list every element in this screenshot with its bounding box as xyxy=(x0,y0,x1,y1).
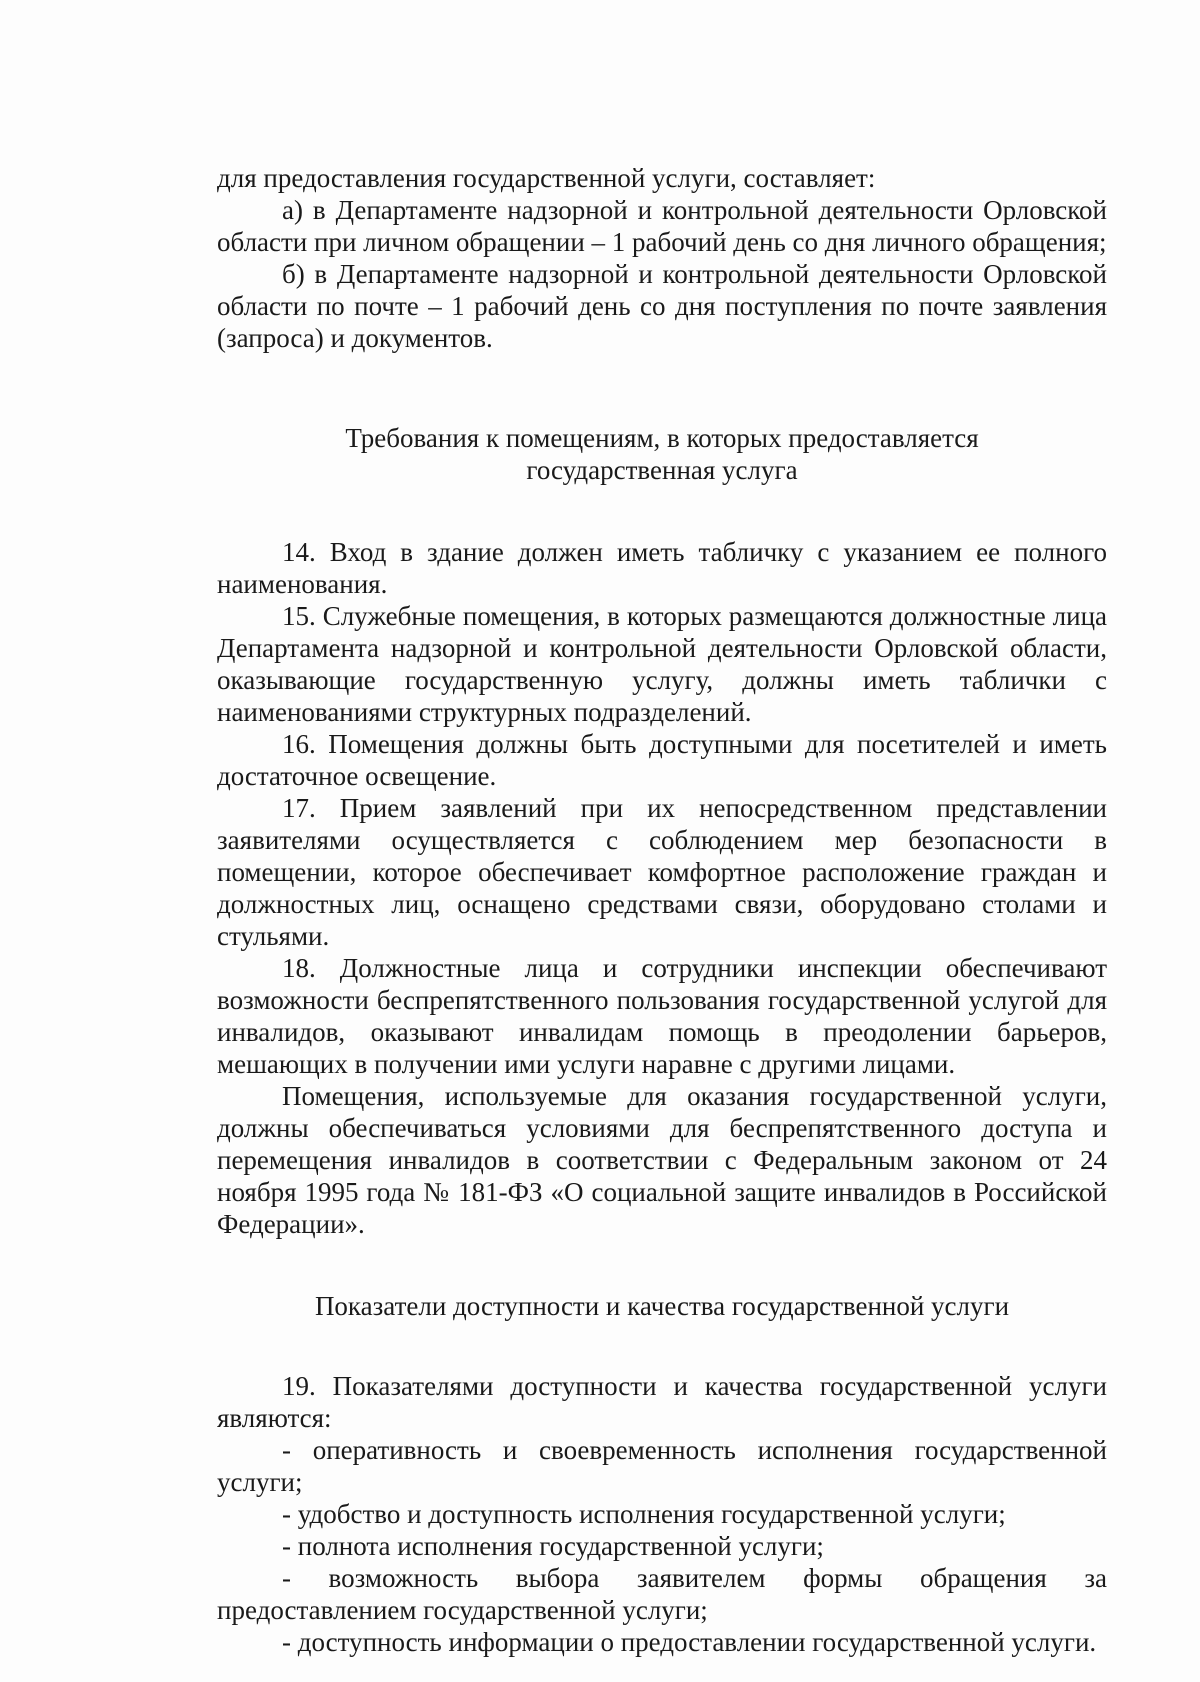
document-body xyxy=(217,162,1107,1658)
paragraph-19: 19. Показателями доступности и качества государственной услуги являются: xyxy=(217,1371,1107,1433)
list-item: - удобство и доступность исполнения государственной услуги; xyxy=(282,1499,1006,1529)
paragraph-17: 17. Прием заявлений при их непосредственном представлении заявителями осуществляется с соблюдением мер безопасности в помещении, которое обеспечивает комфортное расположение граждан и должностных лиц, оснащено средствами связи, оборудовано столами и стульями. xyxy=(217,793,1107,951)
list-item: - оперативность и своевременность исполнения государственной услуги; xyxy=(217,1435,1107,1497)
paragraph-14: 14. Вход в здание должен иметь табличку с указанием ее полного наименования. xyxy=(217,537,1107,599)
list-item: - полнота исполнения государственной услуги; xyxy=(282,1531,824,1561)
intro-item-b: б) в Департаменте надзорной и контрольной деятельности Орловской области по почте – 1 рабочий день со дня поступления по почте заявления (запроса) и документов. xyxy=(217,259,1107,353)
section-heading-premises-line2: государственная услуга xyxy=(526,455,798,485)
section-heading-premises-line1: Требования к помещениям, в которых предоставляется xyxy=(345,423,979,453)
intro-line: для предоставления государственной услуги, составляет: xyxy=(217,163,876,193)
paragraph-18-continued: Помещения, используемые для оказания государственной услуги, должны обеспечиваться условиями для беспрепятственного доступа и перемещения инвалидов в соответствии с Федеральным законом от 24 ноября 1995 года № 181-ФЗ «О социальной защите инвалидов в Российской Федерации». xyxy=(217,1081,1107,1239)
paragraph-18: 18. Должностные лица и сотрудники инспекции обеспечивают возможности беспрепятственного пользования государственной услугой для инвалидов, оказывают инвалидам помощь в преодолении барьеров, мешающих в получении ими услуги наравне с другими лицами. xyxy=(217,953,1107,1079)
paragraph-15: 15. Служебные помещения, в которых размещаются должностные лица Департамента надзорной и контрольной деятельности Орловской области, оказывающие государственную услугу, должны иметь таблички с наименованиями структурных подразделений. xyxy=(217,601,1107,727)
intro-item-a: а) в Департаменте надзорной и контрольной деятельности Орловской области при личном обращении – 1 рабочий день со дня личного обращения; xyxy=(217,195,1107,257)
section-heading-premises xyxy=(217,422,1107,486)
list-item: - возможность выбора заявителем формы обращения за предоставлением государственной услуги; xyxy=(217,1563,1107,1625)
list-item: - доступность информации о предоставлении государственной услуги. xyxy=(282,1627,1097,1657)
paragraph-16: 16. Помещения должны быть доступными для посетителей и иметь достаточное освещение. xyxy=(217,729,1107,791)
section-heading-quality: Показатели доступности и качества государственной услуги xyxy=(314,1291,1010,1321)
